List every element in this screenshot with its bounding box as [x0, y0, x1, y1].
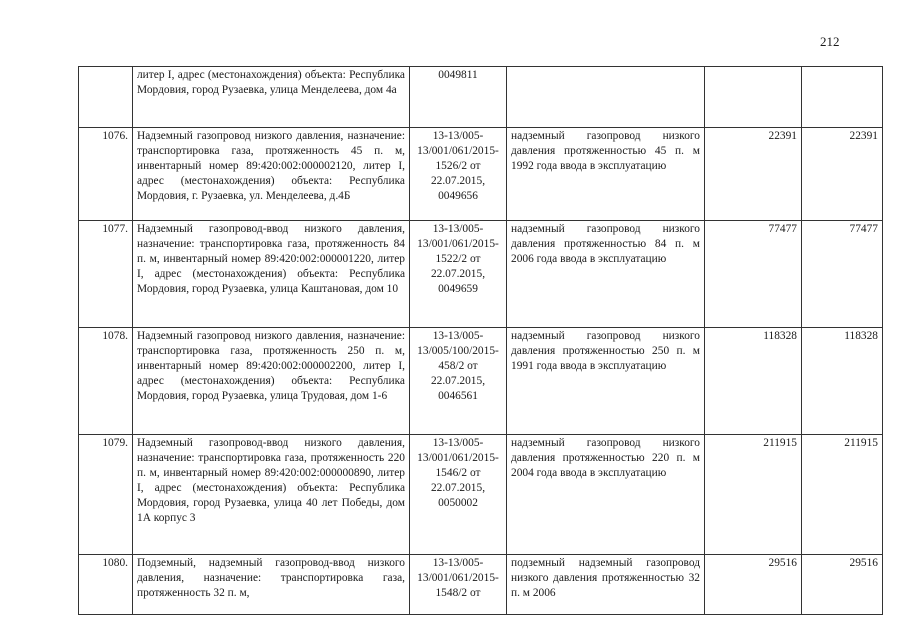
- value-cell-2: [802, 67, 883, 128]
- object-description-cell: Надземный газопровод низкого давления, назначение: транспортировка газа, протяженность 45 п. м, инвентарный номер 89:420:002:000002120, литер I, адрес (местонахождения) объекта: Республика Мордовия, г. Рузаевка, ул. Менделеева, д.4Б: [133, 128, 410, 221]
- value-cell-1: 211915: [705, 435, 802, 555]
- characteristics-cell: надземный газопровод низкого давления протяженностью 84 п. м 2006 года ввода в эксплуатацию: [507, 221, 705, 328]
- object-description-cell: Подземный, надземный газопровод-ввод низкого давления, назначение: транспортировка газа, протяженность 32 п. м,: [133, 555, 410, 615]
- table-row: [79, 435, 883, 555]
- registry-table: [78, 66, 883, 615]
- value-cell-2: 29516: [802, 555, 883, 615]
- row-number-cell: [79, 67, 133, 128]
- characteristics-cell: надземный газопровод низкого давления протяженностью 250 п. м 1991 года ввода в эксплуатацию: [507, 328, 705, 435]
- row-number-cell: 1080.: [79, 555, 133, 615]
- page-number: 212: [820, 34, 840, 49]
- value-cell-2: 211915: [802, 435, 883, 555]
- object-description-cell: Надземный газопровод-ввод низкого давления, назначение: транспортировка газа, протяженность 84 п. м, инвентарный номер 89:420:002:000001220, литер I, адрес (местонахождения) объекта: Республика Мордовия, город Рузаевка, улица Каштановая, дом 10: [133, 221, 410, 328]
- row-number-cell: 1077.: [79, 221, 133, 328]
- registration-cell: 13-13/005-13/001/061/2015-1522/2 от 22.07.2015, 0049659: [410, 221, 507, 328]
- registration-cell: 13-13/005-13/005/100/2015-458/2 от 22.07.2015, 0046561: [410, 328, 507, 435]
- row-number-cell: 1078.: [79, 328, 133, 435]
- value-cell-2: 22391: [802, 128, 883, 221]
- row-number-cell: 1079.: [79, 435, 133, 555]
- table-row: [79, 555, 883, 615]
- value-cell-1: 77477: [705, 221, 802, 328]
- registration-cell: 0049811: [410, 67, 507, 128]
- table-row: [79, 67, 883, 128]
- value-cell-2: 77477: [802, 221, 883, 328]
- value-cell-2: 118328: [802, 328, 883, 435]
- value-cell-1: [705, 67, 802, 128]
- registration-cell: 13-13/005-13/001/061/2015-1548/2 от: [410, 555, 507, 615]
- value-cell-1: 22391: [705, 128, 802, 221]
- value-cell-1: 29516: [705, 555, 802, 615]
- row-number-cell: 1076.: [79, 128, 133, 221]
- table-row: [79, 221, 883, 328]
- object-description-cell: Надземный газопровод низкого давления, назначение: транспортировка газа, протяженность 250 п. м, инвентарный номер 89:420:002:000002200, литер I, адрес (местонахождения) объекта: Республика Мордовия, город Рузаевка, улица Трудовая, дом 1-6: [133, 328, 410, 435]
- characteristics-cell: [507, 67, 705, 128]
- value-cell-1: 118328: [705, 328, 802, 435]
- characteristics-cell: подземный надземный газопровод низкого давления протяженностью 32 п. м 2006: [507, 555, 705, 615]
- characteristics-cell: надземный газопровод низкого давления протяженностью 45 п. м 1992 года ввода в эксплуатацию: [507, 128, 705, 221]
- object-description-cell: литер I, адрес (местонахождения) объекта: Республика Мордовия, город Рузаевка, улица Менделеева, дом 4а: [133, 67, 410, 128]
- registration-cell: 13-13/005-13/001/061/2015-1546/2 от 22.07.2015, 0050002: [410, 435, 507, 555]
- table-row: [79, 328, 883, 435]
- characteristics-cell: надземный газопровод низкого давления протяженностью 220 п. м 2004 года ввода в эксплуатацию: [507, 435, 705, 555]
- object-description-cell: Надземный газопровод-ввод низкого давления, назначение: транспортировка газа, протяженность 220 п. м, инвентарный номер 89:420:002:000000890, литер I, адрес (местонахождения) объекта: Республика Мордовия, город Рузаевка, улица 40 лет Победы, дом 1А корпус 3: [133, 435, 410, 555]
- registration-cell: 13-13/005-13/001/061/2015-1526/2 от 22.07.2015, 0049656: [410, 128, 507, 221]
- table-row: [79, 128, 883, 221]
